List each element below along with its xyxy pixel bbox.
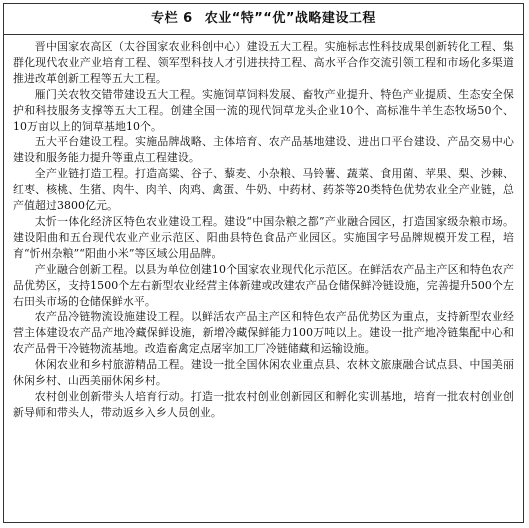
paragraph-leisure-agriculture: 休闲农业和乡村旅游精品工程。建设一批全国休闲农业重点县、农林文旅康融合试点县、中国美丽休闲乡村、山西美丽休闲乡村。 xyxy=(13,358,514,388)
paragraph-five-platforms: 五大平台建设工程。实施品牌战略、主体培育、农产品基地建设、进出口平台建设、产品交易中心建设和服务能力提升等重点工程建设。 xyxy=(13,135,514,165)
column-content xyxy=(4,35,523,421)
paragraph-yanmenguan-belt: 雁门关农牧交错带建设五大工程。实施饲草饲料发展、畜牧产业提升、特色产业提质、生态安全保护和科技服务支撑等五大工程。创建全国一流的现代饲草龙头企业10个、高标准牛羊生态牧场50个、10万亩以上的饲草基地10个。 xyxy=(13,87,514,133)
column-number: 专栏 6 xyxy=(151,11,193,26)
column-title-text: 农业“特”“优”战略建设工程 xyxy=(204,11,376,26)
paragraph-industry-integration: 产业融合创新工程。以县为单位创建10个国家农业现代化示范区。在鲜活农产品主产区和特色农产品优势区，支持1500个左右新型农业经营主体新建或改建农产品仓储保鲜冷链设施，完善提升500个左右田头市场的仓储保鲜水平。 xyxy=(13,262,514,308)
paragraph-cold-chain-logistics: 农产品冷链物流设施建设工程。以鲜活农产品主产区和特色农产品优势区为重点，支持新型农业经营主体建设农产品产地冷藏保鲜设施，新增冷藏保鲜能力100万吨以上。建设一批产地冷链集配中心和农产品骨干冷链物流基地。改造畜禽定点屠宰加工厂冷链储藏和运输设施。 xyxy=(13,310,514,356)
column-box xyxy=(3,3,524,523)
column-title xyxy=(4,4,523,35)
paragraph-taixin-economic-zone: 太忻一体化经济区特色农业建设工程。建设“中国杂粮之都”产业融合园区，打造国家级杂粮市场。建设阳曲和五台现代农业产业示范区、阳曲县特色食品产业园区。实施国字号品牌规模开发工程，培育“忻州杂粮”“阳曲小米”等区域公用品牌。 xyxy=(13,214,514,260)
paragraph-rural-entrepreneurship: 农村创业创新带头人培育行动。打造一批农村创业创新园区和孵化实训基地，培育一批农村创业创新导师和带头人，带动返乡入乡人员创业。 xyxy=(13,389,514,419)
paragraph-jinzhong-agri-hightech-zone: 晋中国家农高区（太谷国家农业科创中心）建设五大工程。实施标志性科技成果创新转化工程、集群化现代农业产业培育工程、领军型科技人才引进扶持工程、高水平合作交流引领工程和市场化多渠道推进改革创新工程等五大工程。 xyxy=(13,40,514,85)
paragraph-full-industry-chain: 全产业链打造工程。打造高粱、谷子、藜麦、小杂粮、马铃薯、蔬菜、食用菌、苹果、梨、沙棘、红枣、核桃、生猪、肉牛、肉羊、肉鸡、禽蛋、牛奶、中药材、药茶等20类特色优势农业全产业链，总产值超过3800亿元。 xyxy=(13,167,514,213)
